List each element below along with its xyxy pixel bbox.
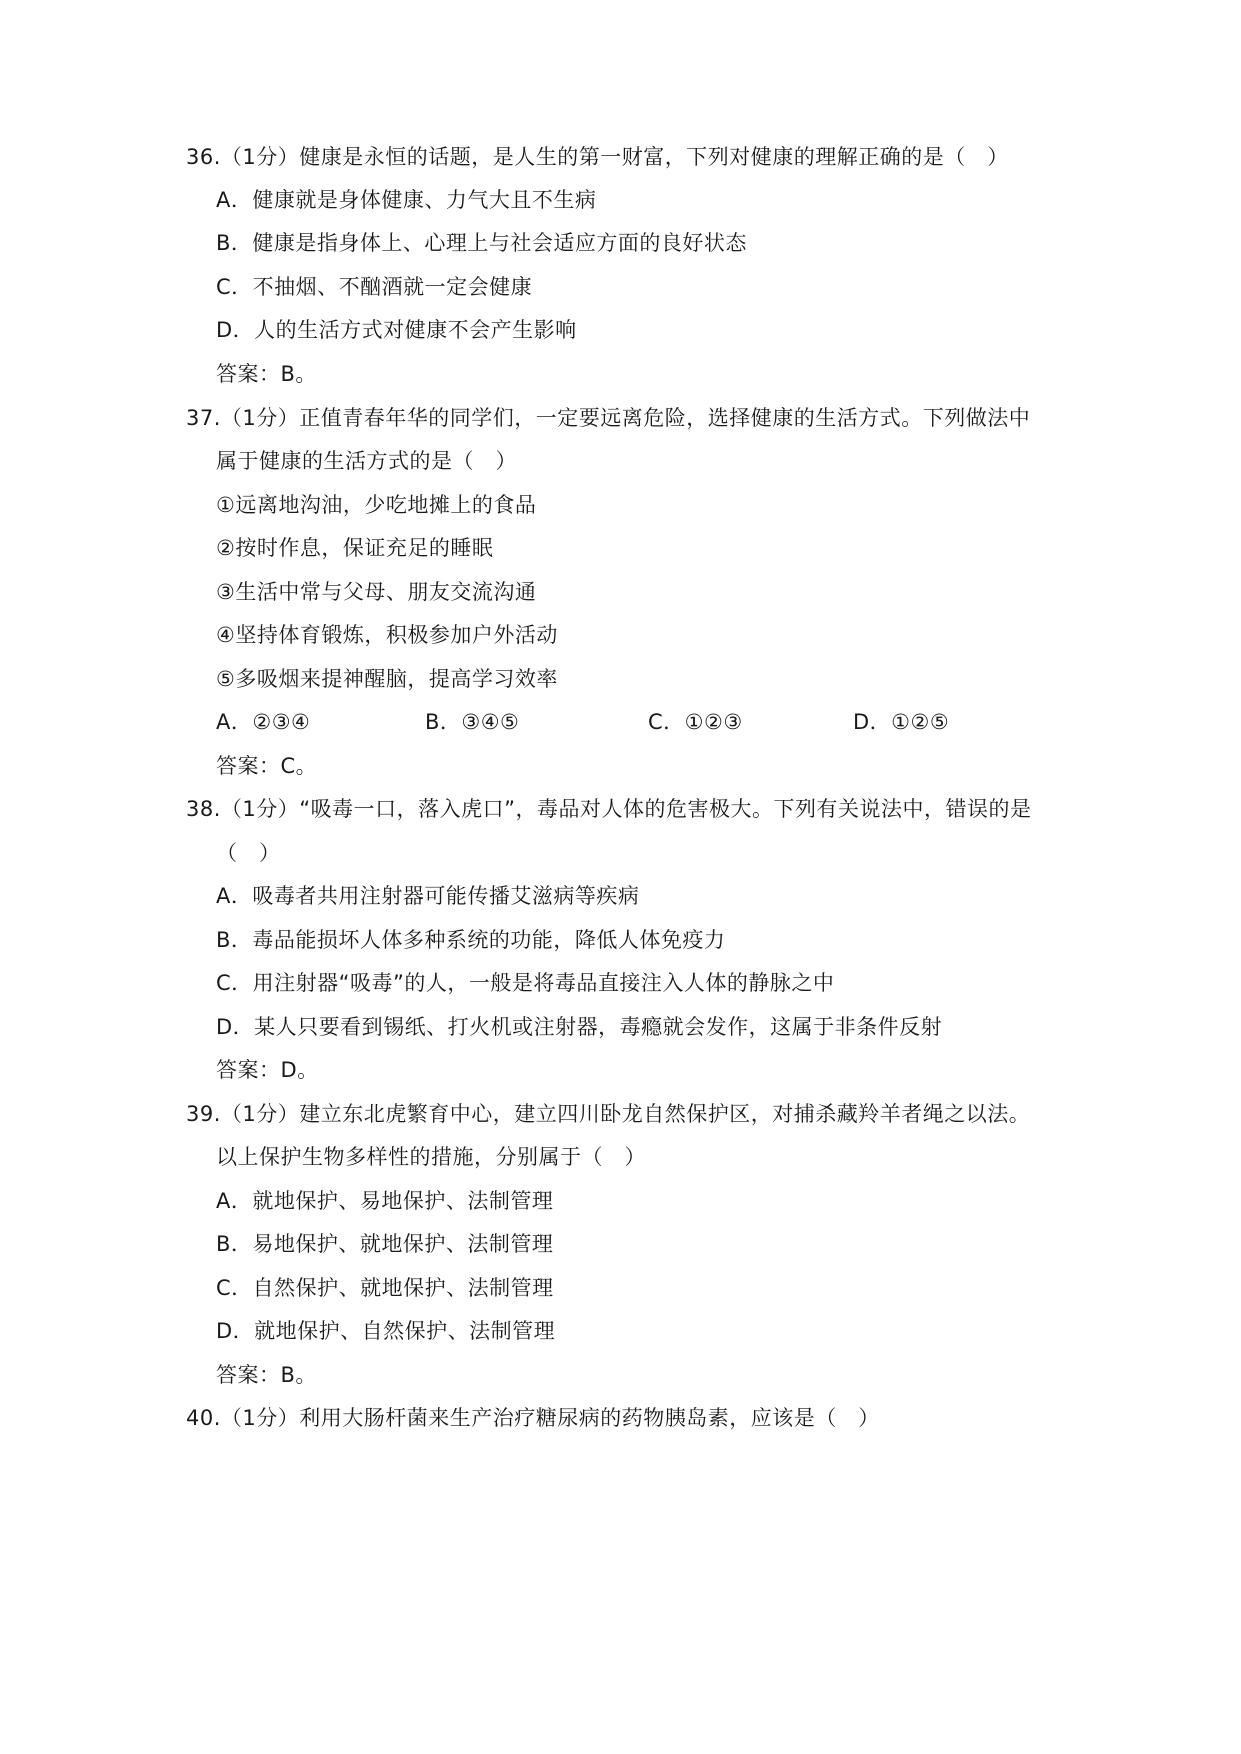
question-37-option-c: C．①②③ [648, 710, 743, 734]
question-39-option-c: C．自然保护、就地保护、法制管理 [216, 1276, 554, 1300]
question-36-option-a: A．健康就是身体健康、力气大且不生病 [216, 188, 597, 212]
question-37-option-d: D．①②⑤ [853, 710, 950, 734]
question-38-option-b: B．毒品能损坏人体多种系统的功能，降低人体免疫力 [216, 928, 726, 952]
question-39-option-a: A．就地保护、易地保护、法制管理 [216, 1189, 554, 1213]
question-38-stem-line2: （ ） [216, 841, 281, 865]
question-38-option-d: D．某人只要看到锡纸、打火机或注射器，毒瘾就会发作，这属于非条件反射 [216, 1015, 943, 1039]
question-37-item-3: ③生活中常与父母、朋友交流沟通 [216, 580, 537, 604]
question-37-item-5: ⑤多吸烟来提神醒脑，提高学习效率 [216, 667, 558, 691]
question-36-option-c: C．不抽烟、不酗酒就一定会健康 [216, 275, 533, 299]
question-38-option-a: A．吸毒者共用注射器可能传播艾滋病等疾病 [216, 884, 640, 908]
question-36-stem: 36.（1分）健康是永恒的话题，是人生的第一财富，下列对健康的理解正确的是（ ） [186, 145, 1009, 169]
question-37-item-2: ②按时作息，保证充足的睡眠 [216, 536, 494, 560]
question-40-stem: 40.（1分）利用大肠杆菌来生产治疗糖尿病的药物胰岛素，应该是（ ） [186, 1406, 880, 1430]
question-37-option-b: B．③④⑤ [425, 710, 520, 734]
question-37-item-1: ①远离地沟油，少吃地摊上的食品 [216, 493, 537, 517]
question-37-stem-line1: 37.（1分）正值青春年华的同学们，一定要远离危险，选择健康的生活方式。下列做法中 [186, 406, 1031, 430]
question-37-option-a: A．②③④ [216, 710, 311, 734]
question-38-answer: 答案：D。 [216, 1058, 319, 1082]
question-36-answer: 答案：B。 [216, 362, 317, 386]
question-36-option-b: B．健康是指身体上、心理上与社会适应方面的良好状态 [216, 231, 747, 255]
question-36-option-d: D．人的生活方式对健康不会产生影响 [216, 318, 577, 342]
question-37-stem-line2: 属于健康的生活方式的是（ ） [216, 449, 517, 473]
question-39-option-b: B．易地保护、就地保护、法制管理 [216, 1232, 554, 1256]
question-39-stem-line2: 以上保护生物多样性的措施，分别属于（ ） [216, 1145, 646, 1169]
question-39-option-d: D．就地保护、自然保护、法制管理 [216, 1319, 556, 1343]
question-37-answer: 答案：C。 [216, 754, 318, 778]
question-38-stem-line1: 38.（1分）“吸毒一口，落入虎口”，毒品对人体的危害极大。下列有关说法中，错误的是 [186, 797, 1032, 821]
question-37-item-4: ④坚持体育锻炼，积极参加户外活动 [216, 623, 558, 647]
question-38-option-c: C．用注射器“吸毒”的人，一般是将毒品直接注入人体的静脉之中 [216, 971, 835, 995]
question-39-stem-line1: 39.（1分）建立东北虎繁育中心，建立四川卧龙自然保护区，对捕杀藏羚羊者绳之以法。 [186, 1102, 1031, 1126]
question-39-answer: 答案：B。 [216, 1363, 317, 1387]
